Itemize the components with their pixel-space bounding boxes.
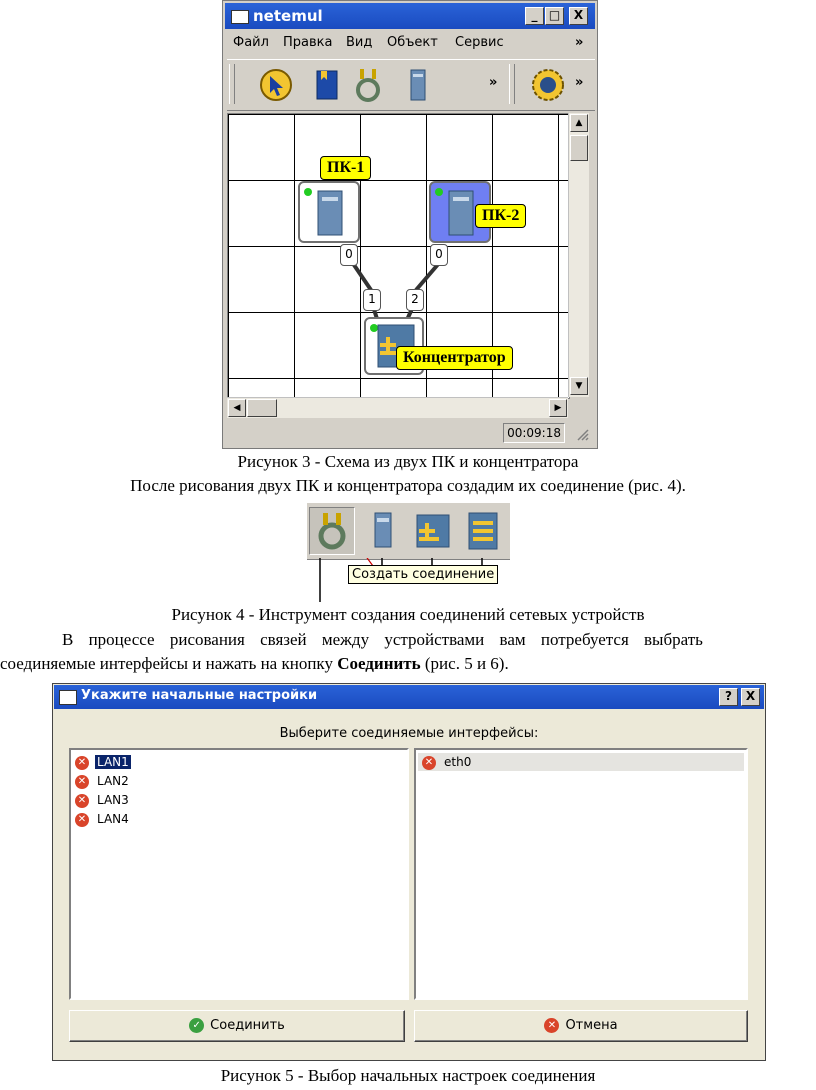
- window-title: netemul: [253, 7, 323, 25]
- scroll-right-icon[interactable]: ▶: [549, 399, 567, 417]
- disconnected-icon: ✕: [422, 756, 436, 770]
- minimize-button[interactable]: _: [525, 7, 544, 25]
- menu-service[interactable]: Сервис: [455, 35, 504, 50]
- disconnected-icon: ✕: [75, 756, 89, 770]
- connect-button-label: Соединить: [210, 1018, 285, 1033]
- connect-tool-pressed[interactable]: [309, 507, 355, 555]
- hub-label: Концентратор: [396, 346, 513, 370]
- cancel-icon: ✕: [544, 1018, 559, 1033]
- figure4-caption: Рисунок 4 - Инструмент создания соединений сетевых устройств: [171, 605, 645, 624]
- maximize-button[interactable]: □: [545, 7, 564, 25]
- pc1-device[interactable]: [298, 181, 360, 243]
- interfaces-prompt: Выберите соединяемые интерфейсы:: [279, 726, 539, 741]
- pc2-port: 0: [430, 244, 448, 266]
- list-item[interactable]: [75, 753, 131, 771]
- scroll-thumb[interactable]: [570, 135, 588, 161]
- disconnected-icon: ✕: [75, 794, 89, 808]
- menu-more[interactable]: »: [575, 35, 584, 50]
- menu-file[interactable]: Файл: [233, 35, 269, 50]
- paragraph-2-bold: Соединить: [337, 654, 421, 673]
- menu-view[interactable]: Вид: [346, 35, 373, 50]
- paragraph-1: После рисования двух ПК и концентратора создадим их соединение (рис. 4).: [130, 476, 686, 495]
- status-bar: [227, 421, 593, 445]
- connect-tool-icon: [310, 508, 354, 554]
- pc1-port: 0: [340, 244, 358, 266]
- list-item-label: LAN1: [97, 755, 129, 769]
- initial-settings-dialog: [52, 683, 766, 1061]
- paragraph-2-text-end: (рис. 5 и 6).: [420, 654, 509, 673]
- pc-icon: [300, 183, 358, 241]
- figure3-caption: Рисунок 3 - Схема из двух ПК и концентратора: [237, 452, 579, 471]
- note-tool-icon[interactable]: [307, 66, 345, 104]
- toolbar-more-2[interactable]: »: [575, 75, 584, 90]
- close-button[interactable]: X: [569, 7, 588, 25]
- create-connection-tooltip: Создать соединение: [348, 565, 498, 584]
- dialog-title: Укажите начальные настройки: [81, 688, 318, 703]
- connect-button[interactable]: [69, 1010, 405, 1042]
- dialog-close-button[interactable]: X: [741, 688, 760, 706]
- toolbar-handle: [229, 64, 235, 104]
- hub-port-2: 2: [406, 289, 424, 311]
- scroll-left-icon[interactable]: ◀: [228, 399, 246, 417]
- simulation-timer: 00:09:18: [503, 423, 565, 443]
- toolbar-more[interactable]: »: [489, 75, 498, 90]
- resize-grip-icon[interactable]: [575, 427, 589, 441]
- paragraph-2-line2: [0, 654, 816, 674]
- left-interfaces-list[interactable]: [69, 748, 409, 1000]
- dialog-title-bar: [54, 685, 764, 709]
- hub-port-1: 1: [363, 289, 381, 311]
- menu-object[interactable]: Объект: [387, 35, 438, 50]
- list-item-label: LAN4: [97, 812, 129, 826]
- list-item[interactable]: [418, 753, 744, 771]
- title-bar: [225, 3, 595, 29]
- pc2-label: ПК-2: [475, 204, 526, 228]
- figure5-caption: Рисунок 5 - Выбор начальных настроек соединения: [220, 1066, 596, 1085]
- list-item-label: LAN2: [97, 774, 129, 788]
- figure4-toolbar: [307, 502, 510, 560]
- scroll-up-icon[interactable]: ▲: [570, 114, 588, 132]
- cancel-button[interactable]: [414, 1010, 748, 1042]
- help-button[interactable]: ?: [719, 688, 738, 706]
- menu-bar: [225, 31, 595, 57]
- list-item-label: LAN3: [97, 793, 129, 807]
- menu-edit[interactable]: Правка: [283, 35, 333, 50]
- netemul-window: [222, 0, 598, 449]
- disconnected-icon: ✕: [75, 813, 89, 827]
- vertical-scrollbar[interactable]: [568, 113, 589, 397]
- window-icon: [231, 10, 249, 24]
- dialog-icon: [59, 690, 77, 705]
- connect-tool-icon[interactable]: [349, 66, 387, 104]
- switch-tool-icon[interactable]: [461, 509, 505, 553]
- scene-canvas[interactable]: [227, 113, 570, 399]
- disconnected-icon: ✕: [75, 775, 89, 789]
- pc-tool-icon[interactable]: [363, 509, 401, 553]
- check-icon: ✓: [189, 1018, 204, 1033]
- toolbar: [227, 59, 595, 111]
- hub-tool-icon[interactable]: [411, 509, 455, 553]
- cursor-tool-icon[interactable]: [257, 66, 295, 104]
- paragraph-2-text: соединяемые интерфейсы и нажать на кнопку: [0, 654, 338, 673]
- list-item[interactable]: [75, 810, 131, 828]
- list-item[interactable]: [75, 772, 131, 790]
- pc-tool-icon[interactable]: [399, 66, 437, 104]
- scroll-down-icon[interactable]: ▼: [570, 377, 588, 395]
- horizontal-scrollbar[interactable]: [227, 397, 568, 418]
- list-item[interactable]: [75, 791, 131, 809]
- pc1-label: ПК-1: [320, 156, 371, 180]
- paragraph-2-line1: В процессе рисования связей между устройствами вам потребуется выбрать: [62, 630, 703, 649]
- scroll-thumb-h[interactable]: [247, 399, 277, 417]
- settings-gear-icon[interactable]: [529, 66, 567, 104]
- toolbar-separator: [509, 64, 515, 104]
- right-interfaces-list[interactable]: [414, 748, 748, 1000]
- list-item-label: eth0: [444, 755, 472, 769]
- cancel-button-label: Отмена: [565, 1018, 618, 1033]
